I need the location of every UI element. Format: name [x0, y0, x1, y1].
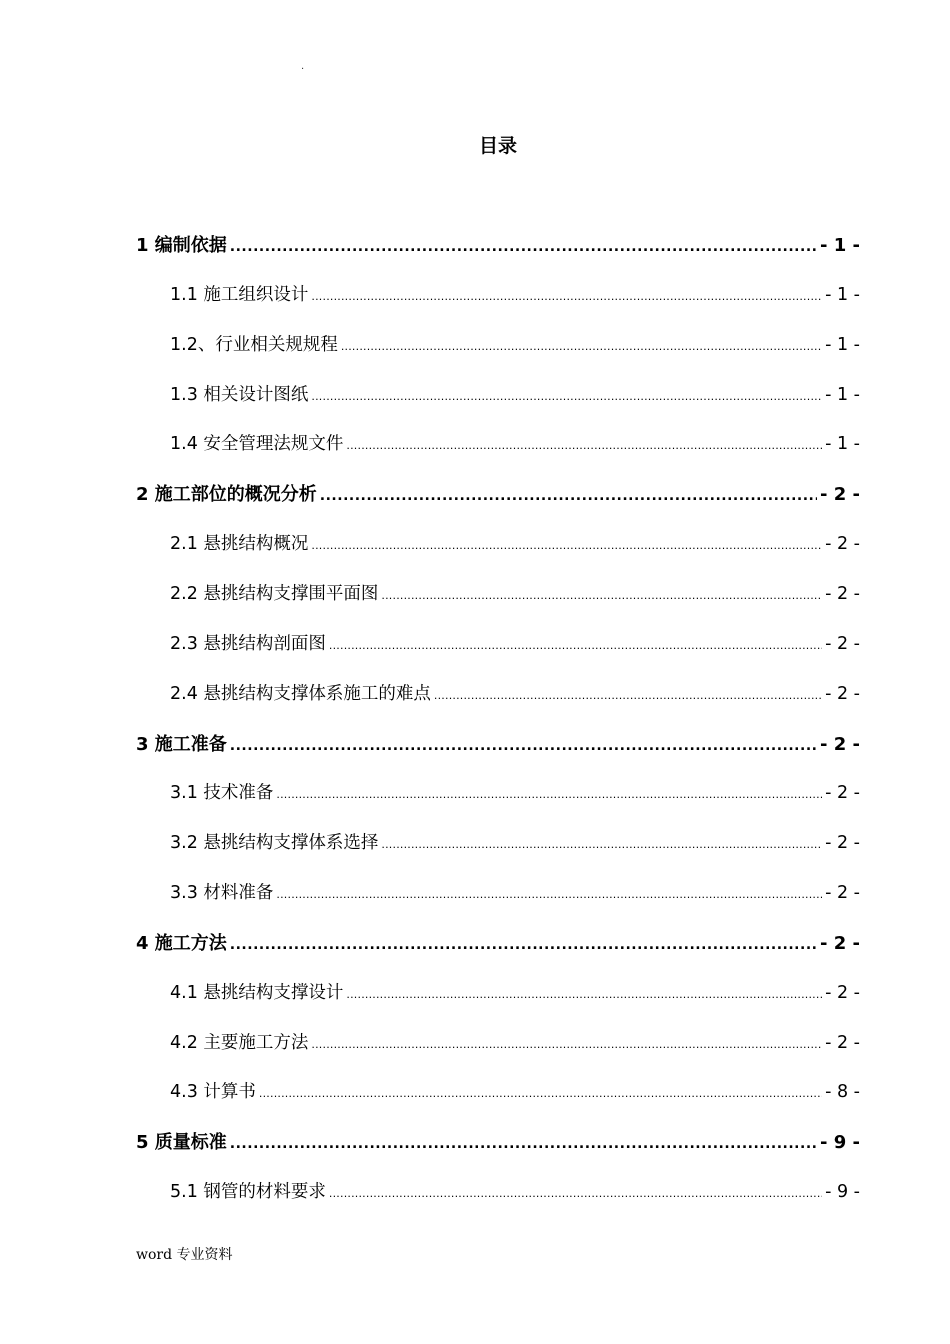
toc-dot-leader: [230, 1136, 817, 1152]
toc-entry-title: 2.1 悬挑结构概况: [170, 534, 309, 555]
toc-page-number: - 2 -: [825, 534, 860, 555]
toc-page-number: - 2 -: [825, 883, 860, 904]
toc-entry-title: 1.4 安全管理法规文件: [170, 434, 344, 455]
toc-entry-section[interactable]: [170, 381, 860, 411]
toc-entry-section[interactable]: [170, 1029, 860, 1059]
toc-dot-leader: [311, 390, 822, 403]
toc-dot-leader: [230, 937, 817, 953]
toc-entry-title: 1.3 相关设计图纸: [170, 384, 309, 405]
toc-entry-title: 2.4 悬挑结构支撑体系施工的难点: [170, 683, 431, 704]
toc-page-number: - 8 -: [825, 1082, 860, 1103]
toc-entry-title: 3 施工准备: [136, 733, 227, 755]
toc-dot-leader: [341, 340, 822, 353]
toc-entry-title: 1 编制依据: [136, 235, 227, 256]
toc-entry-section[interactable]: [170, 281, 860, 311]
toc-page-number: - 1 -: [825, 384, 860, 405]
toc-entry-title: 4 施工方法: [136, 932, 227, 954]
toc-entry-title: 3.1 技术准备: [170, 783, 274, 804]
toc-entry-section[interactable]: [170, 331, 860, 361]
toc-entry-title: 1.1 施工组织设计: [170, 284, 309, 305]
toc-page-number: - 2 -: [825, 982, 860, 1003]
toc-page-number: - 9 -: [820, 1132, 860, 1154]
toc-page-number: - 2 -: [825, 633, 860, 654]
toc-entry-section[interactable]: [170, 879, 860, 909]
toc-dot-leader: [230, 738, 817, 754]
toc-entry-section[interactable]: [170, 630, 860, 660]
toc-entry-title: 2.3 悬挑结构剖面图: [170, 633, 326, 654]
toc-page-number: - 1 -: [820, 235, 860, 256]
footer-text: word 专业资料: [136, 1247, 233, 1263]
toc-entry-title: 5 质量标准: [136, 1132, 227, 1154]
toc-entry-section[interactable]: [170, 580, 860, 610]
toc-entry-chapter[interactable]: [136, 1128, 860, 1158]
toc-entry-section[interactable]: [170, 779, 860, 809]
toc-entry-title: 1.2、行业相关规规程: [170, 334, 338, 355]
toc-entry-title: 4.1 悬挑结构支撑设计: [170, 982, 344, 1003]
toc-page-number: - 2 -: [825, 583, 860, 604]
toc-entry-section[interactable]: [170, 1178, 860, 1208]
toc-entry-section[interactable]: [170, 829, 860, 859]
toc-dot-leader: [329, 639, 822, 652]
toc-page-number: - 2 -: [820, 733, 860, 755]
toc-page-number: - 2 -: [825, 833, 860, 854]
toc-page-number: - 2 -: [825, 1032, 860, 1053]
toc-dot-leader: [320, 488, 817, 504]
toc-dot-leader: [311, 290, 822, 303]
toc-entry-section[interactable]: [170, 530, 860, 560]
toc-page-number: - 9 -: [825, 1182, 860, 1203]
toc-entry-section[interactable]: [170, 1078, 860, 1108]
toc-page-number: - 1 -: [825, 334, 860, 355]
toc-page-number: - 2 -: [820, 484, 860, 506]
toc-page-number: - 1 -: [825, 434, 860, 455]
toc-dot-leader: [381, 838, 822, 851]
toc-entry-title: 3.3 材料准备: [170, 883, 274, 904]
toc-entry-section[interactable]: [170, 680, 860, 710]
toc-page-number: - 2 -: [820, 932, 860, 954]
toc-entry-title: 5.1 钢管的材料要求: [170, 1182, 326, 1203]
toc-entry-chapter[interactable]: [136, 231, 860, 261]
toc-dot-leader: [276, 888, 822, 901]
toc-page-number: - 1 -: [825, 284, 860, 305]
header-mark: .: [301, 61, 305, 72]
toc-entry-chapter[interactable]: [136, 480, 860, 510]
toc-dot-leader: [346, 988, 822, 1001]
toc-dot-leader: [434, 689, 822, 702]
toc-dot-leader: [311, 1038, 822, 1051]
toc-dot-leader: [329, 1187, 822, 1200]
toc-entry-section[interactable]: [170, 430, 860, 460]
toc-dot-leader: [346, 439, 822, 452]
toc-entry-title: 4.2 主要施工方法: [170, 1032, 309, 1053]
toc-page-number: - 2 -: [825, 783, 860, 804]
toc-dot-leader: [259, 1087, 822, 1100]
toc-page-number: - 2 -: [825, 683, 860, 704]
toc-entry-title: 3.2 悬挑结构支撑体系选择: [170, 833, 379, 854]
toc-entry-title: 2.2 悬挑结构支撑围平面图: [170, 583, 379, 604]
toc-dot-leader: [230, 239, 817, 255]
toc-dot-leader: [381, 589, 822, 602]
toc-dot-leader: [311, 539, 822, 552]
toc-dot-leader: [276, 788, 822, 801]
toc-title: 目录: [478, 135, 517, 157]
toc-entry-title: 2 施工部位的概况分析: [136, 484, 317, 506]
toc-entry-chapter[interactable]: [136, 929, 860, 959]
toc-entry-chapter[interactable]: [136, 730, 860, 760]
toc-entry-title: 4.3 计算书: [170, 1082, 256, 1103]
toc-entry-section[interactable]: [170, 979, 860, 1009]
